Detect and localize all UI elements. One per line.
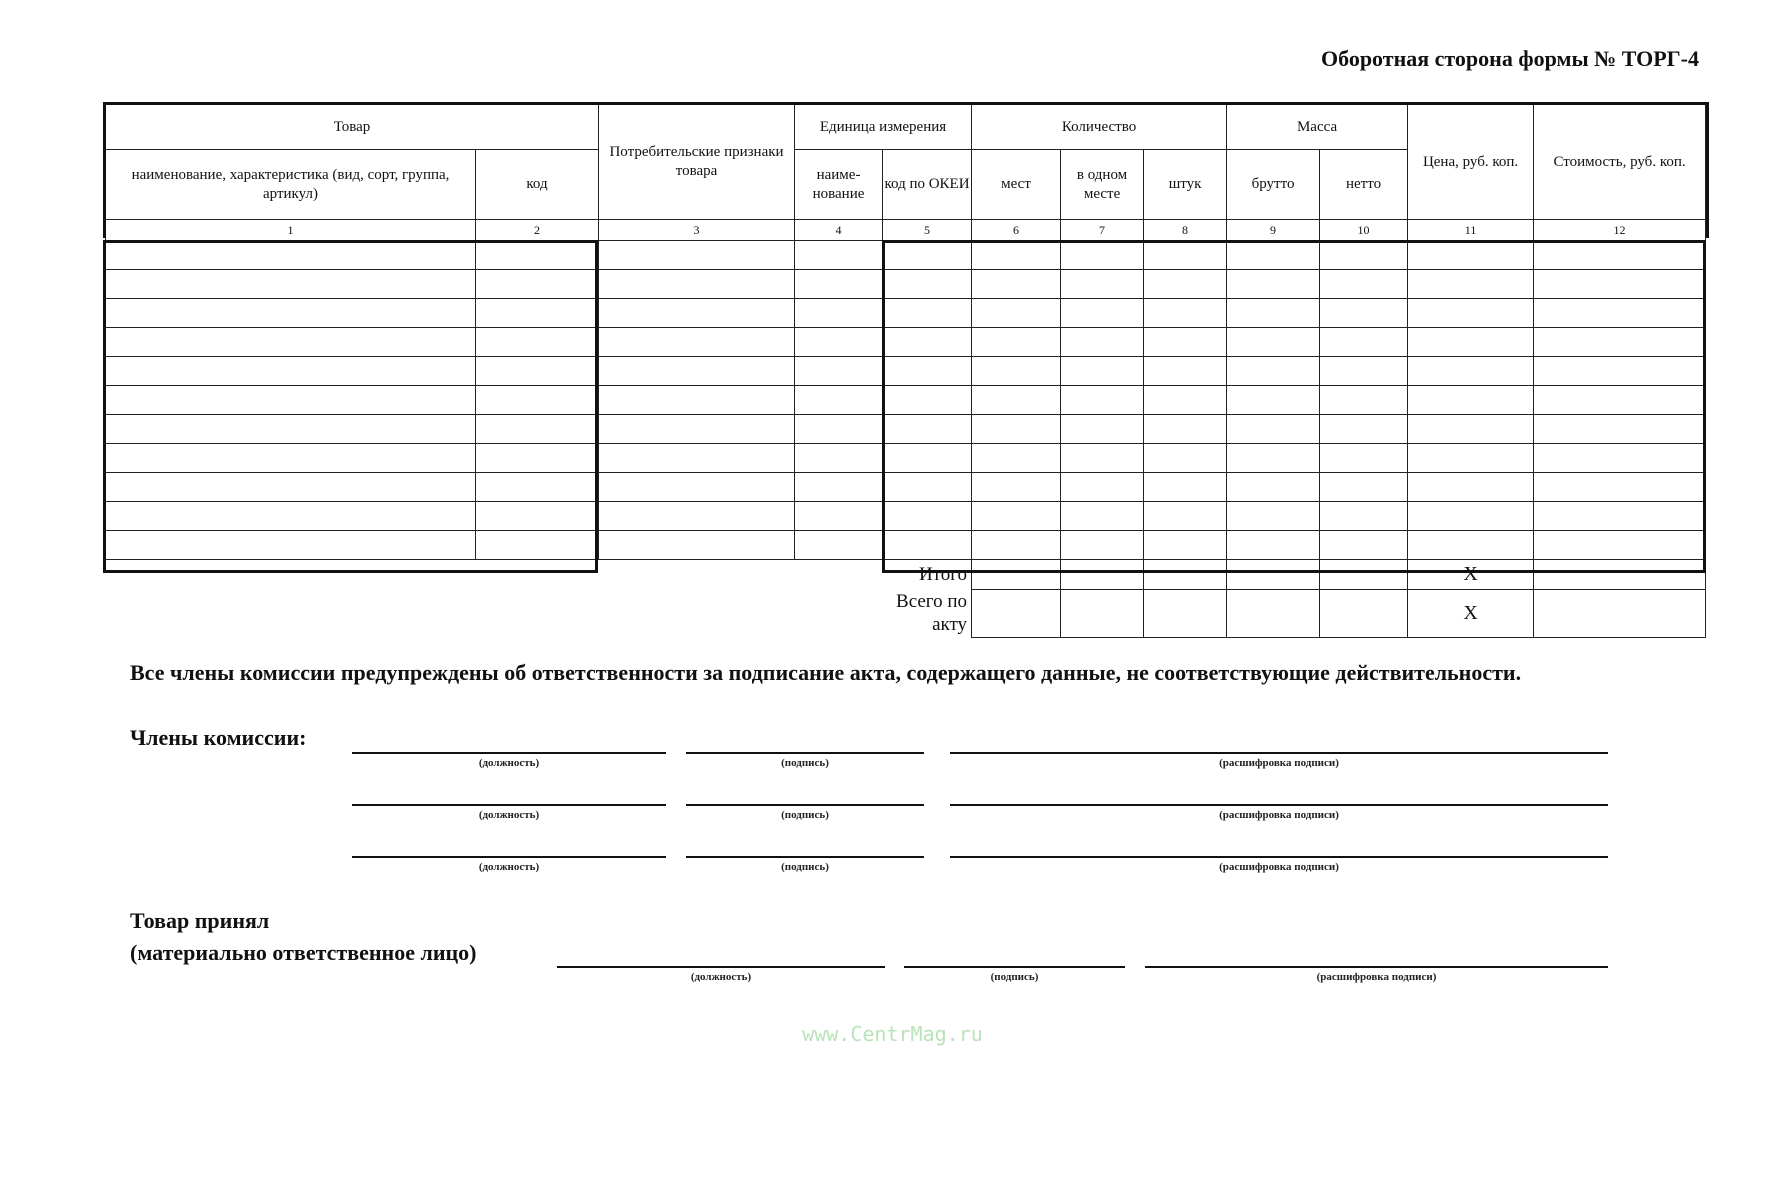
table-cell[interactable]	[972, 328, 1061, 357]
col-number: 7	[1061, 220, 1144, 241]
total-cell[interactable]	[1061, 560, 1144, 590]
receiver-position-caption: (должность)	[690, 971, 752, 983]
table-cell[interactable]	[1408, 415, 1534, 444]
table-cell[interactable]	[1408, 502, 1534, 531]
table-cell[interactable]	[795, 357, 883, 386]
table-cell[interactable]	[599, 386, 795, 415]
table-cell[interactable]	[476, 241, 599, 270]
table-cell[interactable]	[1534, 386, 1706, 415]
position-line[interactable]	[352, 856, 666, 858]
total-price-x: X	[1408, 560, 1534, 590]
table-cell[interactable]	[106, 473, 476, 502]
total-act-cell[interactable]	[1320, 590, 1408, 638]
signature-caption: (подпись)	[781, 861, 829, 873]
table-cell[interactable]	[1144, 270, 1227, 299]
table-cell[interactable]	[106, 299, 476, 328]
table-row	[106, 299, 1706, 328]
table-cell[interactable]	[1227, 386, 1320, 415]
total-cell[interactable]	[1227, 560, 1320, 590]
table-cell[interactable]	[1144, 444, 1227, 473]
table-cell[interactable]	[972, 531, 1061, 560]
table-cell[interactable]	[795, 531, 883, 560]
table-cell[interactable]	[106, 328, 476, 357]
commission-warning-note: Все члены комиссии предупреждены об ответственности за подписание акта, содержащего данные, не соответствующие действительности.	[130, 660, 1522, 685]
receiver-signature-caption: (подпись)	[990, 971, 1039, 983]
table-cell[interactable]	[883, 415, 972, 444]
table-cell[interactable]	[1144, 241, 1227, 270]
position-caption: (должность)	[478, 861, 540, 873]
col-number: 6	[972, 220, 1061, 241]
total-act-cell[interactable]	[972, 590, 1061, 638]
table-cell[interactable]	[972, 270, 1061, 299]
table-cell[interactable]	[1144, 415, 1227, 444]
table-cell[interactable]	[599, 444, 795, 473]
total-cell[interactable]	[1534, 560, 1706, 590]
table-cell[interactable]	[1534, 328, 1706, 357]
table-cell[interactable]	[795, 386, 883, 415]
table-cell[interactable]	[476, 415, 599, 444]
received-by-label	[130, 905, 477, 969]
header-cost: Стоимость, руб. коп.	[1534, 105, 1706, 220]
table-cell[interactable]	[883, 444, 972, 473]
position-line[interactable]	[352, 804, 666, 806]
table-cell[interactable]	[1408, 531, 1534, 560]
table-cell[interactable]	[1320, 299, 1408, 328]
table-cell[interactable]	[1227, 241, 1320, 270]
table-cell[interactable]	[795, 415, 883, 444]
table-cell[interactable]	[106, 357, 476, 386]
table-cell[interactable]	[1144, 386, 1227, 415]
table-cell[interactable]	[1534, 241, 1706, 270]
table-cell[interactable]	[476, 299, 599, 328]
table-cell[interactable]	[795, 328, 883, 357]
table-cell[interactable]	[599, 270, 795, 299]
table-cell[interactable]	[106, 386, 476, 415]
table-cell[interactable]	[883, 299, 972, 328]
signature-line[interactable]	[686, 856, 924, 858]
table-cell[interactable]	[1144, 328, 1227, 357]
table-cell[interactable]	[1534, 531, 1706, 560]
header-code: код	[476, 150, 599, 220]
receiver-decode-caption: (расшифровка подписи)	[1316, 971, 1437, 983]
header-price: Цена, руб. коп.	[1408, 105, 1534, 220]
table-cell[interactable]	[1061, 444, 1144, 473]
position-caption: (должность)	[478, 757, 540, 769]
table-cell[interactable]	[795, 299, 883, 328]
table-cell[interactable]	[1408, 241, 1534, 270]
table-cell[interactable]	[106, 241, 476, 270]
table-cell[interactable]	[1061, 299, 1144, 328]
table-cell[interactable]	[476, 531, 599, 560]
table-row	[106, 270, 1706, 299]
table-cell[interactable]	[1144, 531, 1227, 560]
table-cell[interactable]	[1061, 531, 1144, 560]
col-number: 10	[1320, 220, 1408, 241]
total-cell[interactable]	[1320, 560, 1408, 590]
table-cell[interactable]	[106, 270, 476, 299]
table-cell[interactable]	[883, 502, 972, 531]
signature-caption: (подпись)	[781, 757, 829, 769]
table-cell[interactable]	[1227, 444, 1320, 473]
header-quantity: Количество	[972, 105, 1227, 150]
table-cell[interactable]	[1408, 357, 1534, 386]
table-row	[106, 444, 1706, 473]
table-cell[interactable]	[1408, 386, 1534, 415]
goods-table	[105, 104, 1706, 638]
table-cell[interactable]	[972, 386, 1061, 415]
table-cell[interactable]	[1534, 502, 1706, 531]
col-number: 5	[883, 220, 972, 241]
table-cell[interactable]	[1144, 473, 1227, 502]
commission-label: Члены комиссии:	[130, 725, 307, 750]
table-cell[interactable]	[1320, 415, 1408, 444]
table-cell[interactable]	[1320, 502, 1408, 531]
table-cell[interactable]	[1320, 473, 1408, 502]
header-per-place: в одном месте	[1061, 150, 1144, 220]
table-cell[interactable]	[883, 328, 972, 357]
table-cell[interactable]	[1320, 328, 1408, 357]
table-cell[interactable]	[972, 241, 1061, 270]
header-places: мест	[972, 150, 1061, 220]
table-cell[interactable]	[1408, 270, 1534, 299]
position-caption: (должность)	[478, 809, 540, 821]
table-cell[interactable]	[1061, 328, 1144, 357]
table-cell[interactable]	[1534, 473, 1706, 502]
col-number: 12	[1534, 220, 1706, 241]
table-cell[interactable]	[1144, 357, 1227, 386]
table-cell[interactable]	[599, 241, 795, 270]
table-row	[106, 241, 1706, 270]
table-cell[interactable]	[106, 531, 476, 560]
signature-caption: (подпись)	[781, 809, 829, 821]
table-row	[106, 415, 1706, 444]
table-cell[interactable]	[972, 502, 1061, 531]
table-cell[interactable]	[476, 328, 599, 357]
total-cell[interactable]	[1144, 560, 1227, 590]
table-cell[interactable]	[106, 502, 476, 531]
table-cell[interactable]	[1320, 270, 1408, 299]
table-cell[interactable]	[1408, 328, 1534, 357]
table-cell[interactable]	[106, 415, 476, 444]
received-by-subtitle: (материально ответственное лицо)	[130, 939, 477, 965]
table-cell[interactable]	[1534, 299, 1706, 328]
table-cell[interactable]	[476, 444, 599, 473]
table-cell[interactable]	[106, 444, 476, 473]
decode-caption: (расшифровка подписи)	[1219, 861, 1339, 873]
col-number: 1	[106, 220, 476, 241]
col-number: 4	[795, 220, 883, 241]
table-cell[interactable]	[1227, 502, 1320, 531]
table-cell[interactable]	[1534, 444, 1706, 473]
header-unit: Единица измерения	[795, 105, 972, 150]
table-row	[106, 502, 1706, 531]
total-label: Итого	[918, 563, 968, 585]
table-cell[interactable]	[1061, 502, 1144, 531]
total-act-cell[interactable]	[1534, 590, 1706, 638]
decode-line[interactable]	[950, 856, 1608, 858]
col-number: 11	[1408, 220, 1534, 241]
total-act-cell[interactable]	[1144, 590, 1227, 638]
header-unit-name: наиме- нование	[795, 150, 883, 220]
form-title: Оборотная сторона формы № ТОРГ-4	[1321, 46, 1699, 71]
table-cell[interactable]	[1061, 357, 1144, 386]
table-cell[interactable]	[795, 270, 883, 299]
table-cell[interactable]	[1227, 531, 1320, 560]
position-line[interactable]	[352, 752, 666, 754]
table-cell[interactable]	[599, 531, 795, 560]
table-row	[106, 531, 1706, 560]
table-row	[106, 386, 1706, 415]
table-row	[106, 357, 1706, 386]
table-cell[interactable]	[1227, 299, 1320, 328]
table-cell[interactable]	[476, 357, 599, 386]
total-act-price-x: X	[1408, 590, 1534, 638]
header-gross: брутто	[1227, 150, 1320, 220]
table-cell[interactable]	[1534, 357, 1706, 386]
table-cell[interactable]	[476, 502, 599, 531]
total-act-cell[interactable]	[1227, 590, 1320, 638]
table-cell[interactable]	[883, 473, 972, 502]
table-cell[interactable]	[476, 473, 599, 502]
table-row	[106, 328, 1706, 357]
table-cell[interactable]	[599, 328, 795, 357]
table-cell[interactable]	[883, 386, 972, 415]
received-by-title: Товар принял	[130, 908, 270, 933]
col-number: 3	[599, 220, 795, 241]
table-cell[interactable]	[795, 241, 883, 270]
col-number: 9	[1227, 220, 1320, 241]
receiver-position-line[interactable]	[557, 966, 885, 968]
table-cell[interactable]	[1320, 531, 1408, 560]
table-cell[interactable]	[1320, 357, 1408, 386]
watermark: www.CentrMag.ru	[802, 1022, 983, 1046]
signature-line[interactable]	[686, 804, 924, 806]
table-cell[interactable]	[1534, 415, 1706, 444]
table-cell[interactable]	[599, 473, 795, 502]
header-net: нетто	[1320, 150, 1408, 220]
col-number: 8	[1144, 220, 1227, 241]
table-cell[interactable]	[972, 415, 1061, 444]
table-cell[interactable]	[883, 241, 972, 270]
table-cell[interactable]	[795, 444, 883, 473]
table-cell[interactable]	[599, 299, 795, 328]
table-row	[106, 473, 1706, 502]
table-cell[interactable]	[1408, 444, 1534, 473]
table-cell[interactable]	[1061, 386, 1144, 415]
header-pieces: штук	[1144, 150, 1227, 220]
table-cell[interactable]	[883, 270, 972, 299]
table-cell[interactable]	[1320, 241, 1408, 270]
table-cell[interactable]	[599, 502, 795, 531]
table-cell[interactable]	[1061, 270, 1144, 299]
table-cell[interactable]	[1144, 502, 1227, 531]
table-cell[interactable]	[1534, 270, 1706, 299]
table-cell[interactable]	[599, 357, 795, 386]
goods-table-wrapper	[105, 104, 1706, 638]
table-cell[interactable]	[883, 531, 972, 560]
table-cell[interactable]	[972, 357, 1061, 386]
table-cell[interactable]	[1061, 241, 1144, 270]
table-cell[interactable]	[1227, 473, 1320, 502]
header-mass: Масса	[1227, 105, 1408, 150]
total-act-cell[interactable]	[1061, 590, 1144, 638]
table-cell[interactable]	[1227, 328, 1320, 357]
receiver-decode-line[interactable]	[1145, 966, 1608, 968]
table-cell[interactable]	[599, 415, 795, 444]
table-cell[interactable]	[1227, 270, 1320, 299]
header-goods: Товар	[106, 105, 599, 150]
decode-line[interactable]	[950, 804, 1608, 806]
table-cell[interactable]	[972, 444, 1061, 473]
table-cell[interactable]	[1061, 473, 1144, 502]
table-cell[interactable]	[795, 473, 883, 502]
table-cell[interactable]	[795, 502, 883, 531]
decode-line[interactable]	[950, 752, 1608, 754]
header-okei: код по ОКЕИ	[883, 150, 972, 220]
total-act-label: Всего по акту	[896, 590, 968, 636]
total-cell[interactable]	[972, 560, 1061, 590]
table-cell[interactable]	[1144, 299, 1227, 328]
table-cell[interactable]	[1227, 357, 1320, 386]
table-cell[interactable]	[1408, 299, 1534, 328]
table-cell[interactable]	[1408, 473, 1534, 502]
table-cell[interactable]	[476, 270, 599, 299]
table-cell[interactable]	[1320, 444, 1408, 473]
table-cell[interactable]	[883, 357, 972, 386]
header-consumer: Потребительские признаки товара	[599, 105, 795, 220]
table-cell[interactable]	[1320, 386, 1408, 415]
table-cell[interactable]	[1227, 415, 1320, 444]
table-cell[interactable]	[1061, 415, 1144, 444]
signature-line[interactable]	[686, 752, 924, 754]
decode-caption: (расшифровка подписи)	[1219, 757, 1339, 769]
table-cell[interactable]	[476, 386, 599, 415]
table-cell[interactable]	[972, 473, 1061, 502]
receiver-signature-line[interactable]	[904, 966, 1125, 968]
header-name: наименование, характеристика (вид, сорт, группа, артикул)	[106, 150, 476, 220]
table-cell[interactable]	[972, 299, 1061, 328]
col-number: 2	[476, 220, 599, 241]
decode-caption: (расшифровка подписи)	[1219, 809, 1339, 821]
